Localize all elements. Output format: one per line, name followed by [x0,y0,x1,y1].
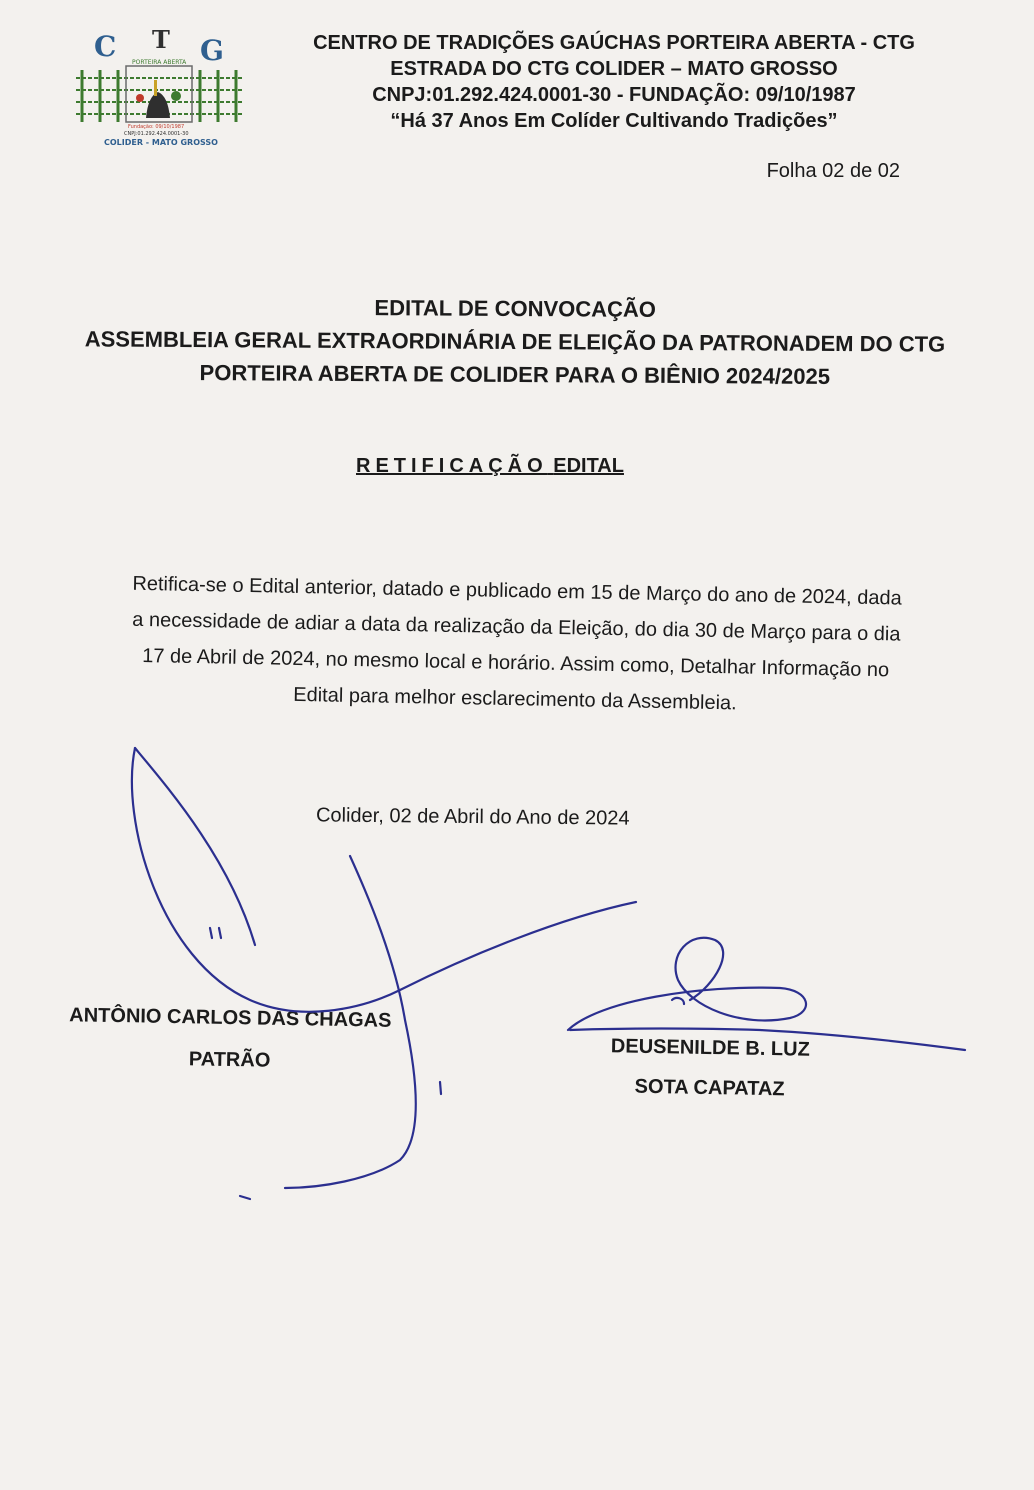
ctg-logo-graphic [68,26,250,150]
retification-word: RETIFICAÇÃO [356,455,548,477]
org-motto: “Há 37 Anos Em Colíder Cultivando Tradições” [390,110,838,132]
body-line-3: 17 de Abril de 2024, no mesmo local e horário. Assim como, Detalhar Informação no [142,644,890,682]
signature-right-stroke [568,938,806,1030]
retification-edital: EDITAL [553,455,624,477]
body-paragraph [37,564,995,726]
retification-heading [356,455,624,478]
signatory-right [574,1026,845,1111]
signatory-left-role: PATRÃO [188,1048,271,1072]
logo-location-text: COLIDER - MATO GROSSO [104,138,218,147]
body-line-2: a necessidade de adiar a data da realização da Eleição, do dia 30 de Março para o dia [132,608,901,646]
signatory-left-name: ANTÔNIO CARLOS DAS CHAGAS [69,1004,392,1032]
org-name: CENTRO DE TRADIÇÕES GAÚCHAS PORTEIRA ABERTA - CTG [313,32,915,54]
place-and-date: Colider, 02 de Abril do Ano de 2024 [315,804,630,830]
body-line-1: Retifica-se o Edital anterior, datado e publicado em 15 de Março do ano de 2024, dada [132,572,902,610]
logo-arc-text: PORTEIRA ABERTA [132,59,187,66]
title-line-1: EDITAL DE CONVOCAÇÃO [374,295,657,322]
title-line-3: PORTEIRA ABERTA DE COLIDER PARA O BIÊNIO 2024/2025 [199,360,831,389]
logo-cnpj-text: CNPJ:01.292.424.0001-30 [124,131,189,137]
logo-letter-c: C [94,30,117,63]
document-title [40,289,991,394]
org-address: ESTRADA DO CTG COLIDER – MATO GROSSO [390,58,838,80]
sheet-number: Folha 02 de 02 [766,160,900,182]
signatory-left [39,994,420,1085]
ctg-logo [68,26,250,150]
title-line-2: ASSEMBLEIA GERAL EXTRAORDINÁRIA DE ELEIÇÃO DA PATRONADEM DO CTG [84,326,946,357]
signature-left-stroke [132,748,636,1012]
signatory-right-role: SOTA CAPATAZ [634,1075,785,1101]
signatory-right-name: DEUSENILDE B. LUZ [610,1035,810,1061]
logo-letter-g: G [200,34,224,67]
organization-header [258,30,970,134]
logo-founded-text: Fundação: 09/10/1987 [128,124,185,130]
org-cnpj-founding: CNPJ:01.292.424.0001-30 - FUNDAÇÃO: 09/10/1987 [372,84,856,106]
logo-letter-t: T [152,26,170,54]
body-line-4: Edital para melhor esclarecimento da Assembleia. [293,683,737,715]
